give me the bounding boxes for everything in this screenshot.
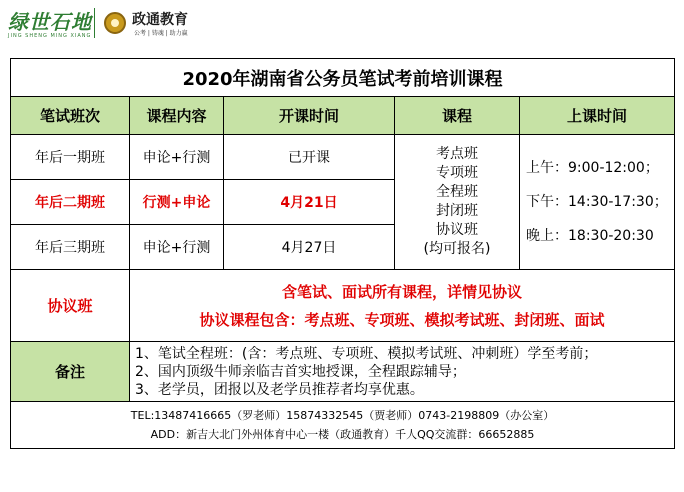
course-table	[10, 58, 675, 449]
protocol-label: 协议班	[11, 270, 130, 342]
course-item: 封闭班	[436, 203, 478, 219]
time-morning: 上午：9:00-12:00；	[526, 159, 659, 176]
header-logos	[8, 4, 268, 48]
protocol-line1: 含笔试、面试所有课程，详情见协议	[282, 282, 523, 301]
course-item: (均可报名)	[423, 241, 491, 257]
note-line: 3、老学员，团报以及老学员推荐者均享优惠。	[135, 381, 424, 398]
time-afternoon: 下午：14:30-17:30；	[526, 193, 668, 210]
time-evening: 晚上：18:30-20:30	[526, 227, 654, 244]
brand-b-tagline: 公考 | 铸魂 | 助力赢	[134, 30, 188, 37]
course-item: 考点班	[436, 146, 478, 162]
row-start: 4月27日	[224, 225, 395, 270]
header-class: 笔试班次	[11, 97, 130, 135]
footer-address: ADD：新吉大北门外州体育中心一楼（政通教育）千人QQ交流群：66652885	[150, 428, 535, 441]
header-course: 课程	[395, 97, 520, 135]
brand-a-pinyin: JING SHENG MING XIANG	[8, 33, 92, 39]
contact-footer	[11, 402, 675, 449]
row-class: 年后一期班	[11, 135, 130, 180]
course-item: 协议班	[436, 222, 478, 238]
protocol-content	[130, 270, 675, 342]
note-line: 1、笔试全程班：(含：考点班、专项班、模拟考试班、冲刺班）学至考前；	[135, 345, 598, 362]
protocol-line2: 协议课程包含：考点班、专项班、模拟考试班、封闭班、面试	[199, 310, 605, 329]
row-class: 年后三期班	[11, 225, 130, 270]
brand-a-logo	[8, 6, 92, 39]
table-row	[11, 135, 675, 180]
brand-b-name: 政通教育	[132, 12, 188, 28]
note-line: 2、国内顶级牛师亲临吉首实地授课，全程跟踪辅导；	[135, 363, 466, 380]
class-times	[520, 135, 675, 270]
row-start: 已开课	[224, 135, 395, 180]
row-content: 申论+行测	[130, 135, 224, 180]
notes-content	[130, 342, 675, 402]
protocol-row	[11, 270, 675, 342]
header-row	[11, 97, 675, 135]
footer-tel: TEL:13487416665（罗老师）15874332545（贾老师）0743-2198809（办公室）	[130, 409, 555, 422]
row-content: 申论+行测	[130, 225, 224, 270]
table-title: 2020年湖南省公务员笔试考前培训课程	[11, 59, 675, 97]
brand-a-name: 绿世石地	[8, 10, 92, 34]
logo-divider	[94, 8, 95, 38]
row-class: 年后二期班	[11, 180, 130, 225]
footer-row	[11, 402, 675, 449]
notes-row	[11, 342, 675, 402]
row-content: 行测+申论	[130, 180, 224, 225]
notes-label: 备注	[11, 342, 130, 402]
header-content: 课程内容	[130, 97, 224, 135]
row-start: 4月21日	[224, 180, 395, 225]
course-list	[395, 135, 520, 270]
header-start: 开课时间	[224, 97, 395, 135]
course-item: 专项班	[436, 165, 478, 181]
course-item: 全程班	[436, 184, 478, 200]
header-time: 上课时间	[520, 97, 675, 135]
brand-badge-icon	[104, 12, 126, 34]
